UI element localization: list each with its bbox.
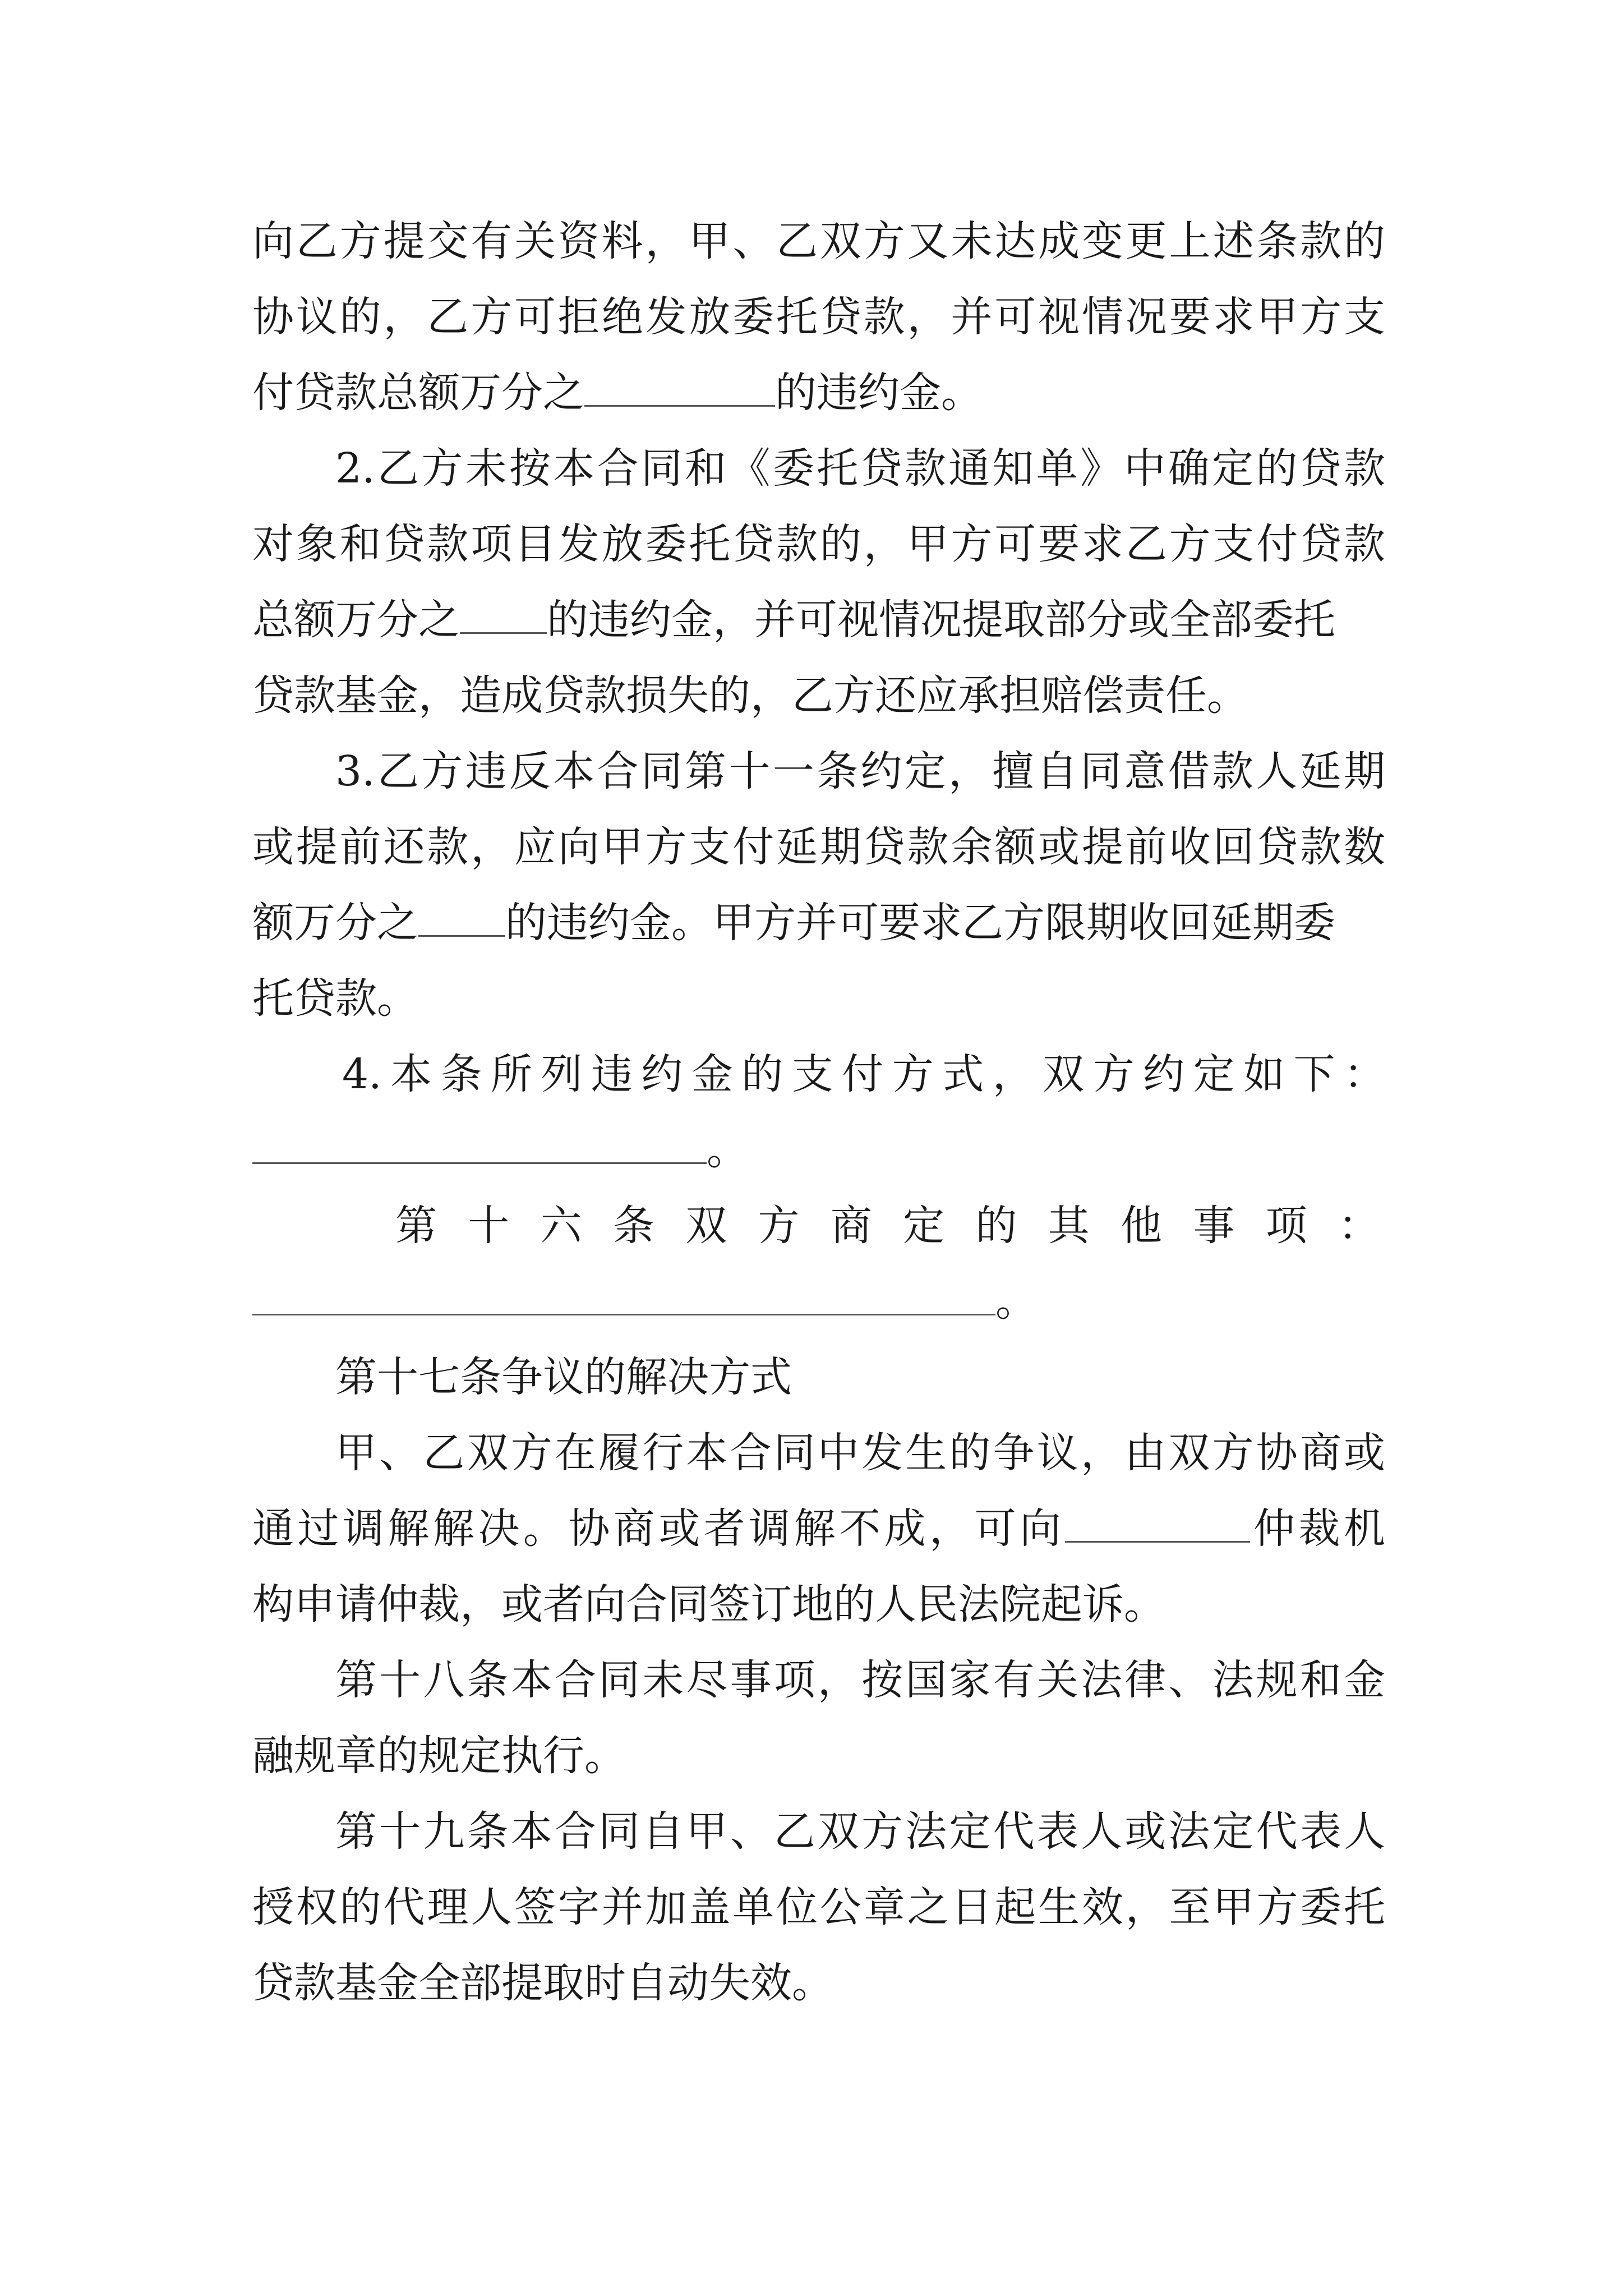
fill-blank <box>418 896 505 937</box>
line-text: 融规章的规定执行。 <box>252 1732 626 1780</box>
line-text: 或提前还款，应向甲方支付延期贷款余额或提前收回贷款数 <box>252 823 1385 871</box>
text-line <box>252 1571 1165 1638</box>
text-line <box>252 1874 1385 1941</box>
fill-blank <box>252 1274 995 1315</box>
fill-blank <box>252 1123 707 1164</box>
line-text: 第十六条双方商定的其他事项： <box>395 1202 1385 1250</box>
line-text: 总额万分之 <box>252 596 460 644</box>
line-text: 2.乙方未按本合同和《委托贷款通知单》中确定的贷款 <box>335 444 1385 493</box>
fill-blank <box>460 593 547 634</box>
text-line <box>252 283 1385 351</box>
fill-blank <box>584 366 775 407</box>
text-line <box>252 889 1335 956</box>
text-line <box>252 510 1385 578</box>
line-text: 对象和贷款项目发放委托贷款的，甲方可要求乙方支付贷款 <box>252 520 1385 568</box>
text-line <box>252 586 1335 654</box>
text-line <box>335 1798 1385 1865</box>
line-text: 甲、乙双方在履行本合同中发生的争议，由双方协商或 <box>335 1429 1385 1477</box>
text-line <box>252 359 983 426</box>
line-text: 构申请仲裁，或者向合同签订地的人民法院起诉。 <box>252 1580 1165 1628</box>
line-text: 托贷款。 <box>252 974 418 1023</box>
text-line <box>252 1495 1385 1562</box>
text-line <box>252 1268 1037 1335</box>
text-line <box>252 662 1248 729</box>
text-line <box>252 1722 626 1789</box>
line-text: 3.乙方违反本合同第十一条约定，擅自同意借款人延期 <box>335 747 1385 795</box>
line-text: 仲裁机 <box>1249 1504 1386 1553</box>
text-line <box>342 1041 1385 1108</box>
line-text: 第十八条本合同未尽事项，按国家有关法律、法规和金 <box>335 1656 1385 1704</box>
text-line <box>252 1116 748 1184</box>
text-line <box>252 965 418 1032</box>
line-text: 。 <box>707 1126 748 1174</box>
section-heading <box>335 1343 792 1411</box>
text-line <box>335 1419 1385 1487</box>
text-line <box>252 1949 833 2017</box>
line-text: 付贷款总额万分之 <box>252 369 584 417</box>
line-text: 协议的，乙方可拒绝发放委托贷款，并可视情况要求甲方支 <box>252 293 1385 341</box>
line-text: 第十九条本合同自甲、乙双方法定代表人或法定代表人 <box>335 1807 1385 1856</box>
line-text: 通过调解解决。协商或者调解不成，可向 <box>252 1504 1065 1553</box>
line-text: 向乙方提交有关资料，甲、乙双方又未达成变更上述条款的 <box>252 217 1385 265</box>
text-line <box>252 208 1385 275</box>
line-text: 贷款基金全部提取时自动失效。 <box>252 1959 833 2007</box>
line-text: 。 <box>995 1277 1037 1326</box>
text-line <box>252 813 1385 881</box>
line-text: 贷款基金，造成贷款损失的，乙方还应承担赔偿责任。 <box>252 671 1248 720</box>
text-line <box>335 435 1385 502</box>
line-text: 的违约金，并可视情况提取部分或全部委托 <box>547 596 1335 644</box>
text-line <box>335 1646 1385 1714</box>
line-text: 授权的代理人签字并加盖单位公章之日起生效，至甲方委托 <box>252 1883 1385 1931</box>
line-text: 的违约金。甲方并可要求乙方限期收回延期委 <box>505 899 1335 947</box>
text-line <box>335 738 1385 805</box>
line-text: 第十七条争议的解决方式 <box>335 1353 792 1401</box>
line-text: 的违约金。 <box>775 369 983 417</box>
fill-blank <box>1065 1502 1250 1543</box>
line-text: 4.本条所列违约金的支付方式，双方约定如下： <box>342 1050 1385 1098</box>
text-line <box>395 1192 1385 1259</box>
line-text: 额万分之 <box>252 899 418 947</box>
